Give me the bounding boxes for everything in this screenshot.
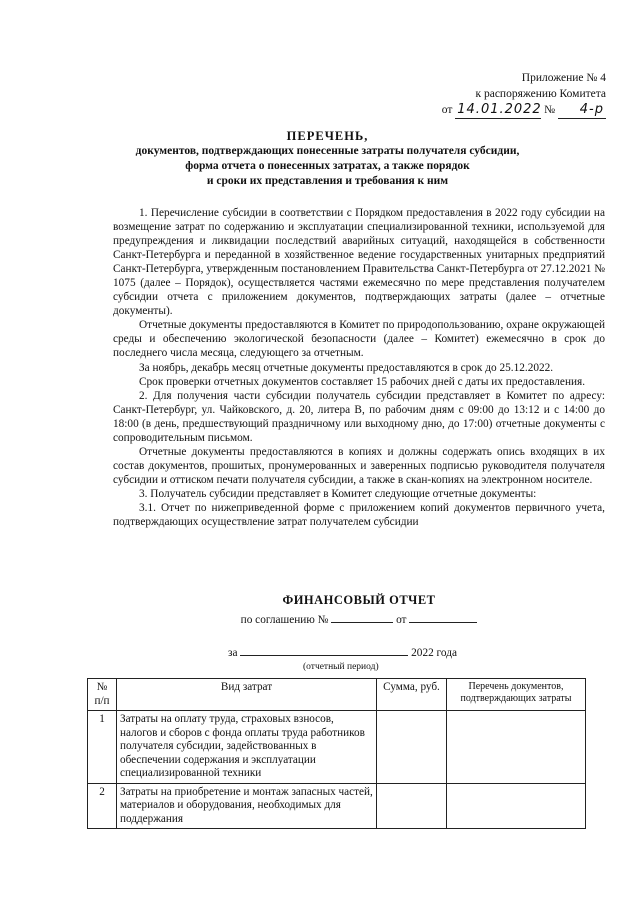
period-note: (отчетный период) [303,662,379,672]
number-label: № [544,104,556,116]
document-title [60,129,595,189]
title-line-1: ПЕРЕЧЕНЬ, [286,129,369,143]
header-docs: Перечень документов, подтверждающих затраты [447,679,586,711]
paragraph-1: 1. Перечисление субсидии в соответствии с Порядком предоставления в 2022 году субсидии на возмещение затрат по содержанию и эксплуатации специализированной техники, используемой для предупреждения и ликвидации последствий аварийных ситуаций, находящейся в собственности Санкт-Петербурга и переданной в хозяйственное ведение государственных унитарных предприятий Санкт-Петербурга, утвержденным постановлением Правительства Санкт-Петербурга от 27.12.2021 № 1075 (далее – Порядок), осуществляется частями ежемесячно по мере представления получателем субсидии отчета с приложением документов, подтверждающих затраты (далее – отчетные документы). [113,207,605,318]
appendix-block [376,70,606,119]
paragraph-8: 3.1. Отчет по нижеприведенной форме с приложением копий документов первичного учета, подтверждающих осуществление затрат получателем субсидии [113,501,605,529]
financial-report-form [113,593,605,675]
period-prefix: за [228,647,238,659]
header-type: Вид затрат [117,679,377,711]
report-table [87,678,586,829]
report-heading: ФИНАНСОВЫЙ ОТЧЕТ [282,593,436,607]
paragraph-7: 3. Получатель субсидии представляет в Комитет следующие отчетные документы: [139,487,537,500]
paragraph-4: Срок проверки отчетных документов составляет 15 рабочих дней с даты их предоставления. [139,375,586,388]
from-label: от [441,104,453,116]
row-num: 2 [88,783,117,829]
row-type: Затраты на приобретение и монтаж запасных частей, материалов и оборудования, необходимых для поддержания [117,783,377,829]
row-type: Затраты на оплату труда, страховых взносов, налогов и сборов с фонда оплаты труда работников получателя субсидии, задействованных в обеспечении содержания и эксплуатации специализированной техники [117,711,377,784]
agreement-date-blank [409,611,477,623]
order-date: 14.01.2022 [457,102,542,117]
period-blank [240,644,408,656]
header-sum: Сумма, руб. [377,679,447,711]
title-line-4: и сроки их представления и требования к ним [206,175,449,187]
row-sum [377,783,447,829]
appendix-number: Приложение № 4 [521,72,606,84]
period-line [113,644,605,661]
agreement-label: по соглашению № [240,614,329,626]
appendix-date-line [376,102,606,119]
agreement-from-label: от [396,614,407,626]
table-row [88,711,586,784]
table-header-row [88,679,586,711]
title-line-3: форма отчета о понесенных затратах, а также порядок [185,160,470,172]
row-num: 1 [88,711,117,784]
paragraph-3: За ноябрь, декабрь месяц отчетные документы предоставляются в срок до 25.12.2022. [139,361,554,374]
table-row [88,783,586,829]
document-body [113,206,605,529]
row-docs [447,711,586,784]
title-line-2: документов, подтверждающих понесенные затраты получателя субсидии, [135,145,520,157]
period-suffix: 2022 года [411,647,457,659]
paragraph-6: Отчетные документы предоставляются в копиях и должны содержать опись входящих в их состав документов, прошитых, пронумерованных и заверенных подписью руководителя получателя субсидии и оттиском печати получателя субсидии, а также в скан-копиях на электронном носителе. [113,445,605,486]
order-number: 4-р [558,102,606,119]
paragraph-2: Отчетные документы предоставляются в Комитет по природопользованию, охране окружающей среды и обеспечению экологической безопасности (далее – Комитет) ежемесячно в срок до последнего числа месяца, следующего за отчетным. [113,319,605,360]
row-docs [447,783,586,829]
header-num: № п/п [88,679,117,711]
agreement-number-blank [331,611,393,623]
paragraph-5: 2. Для получения части субсидии получатель субсидии представляет в Комитет по адресу: Санкт-Петербург, ул. Чайковского, д. 20, литера В, по рабочим дням с 09:00 до 13:12 и с 14:00 до 18:00 (в день, предшествующий праздничному или выходному дню, до 17:00) отчетные документы с сопроводительным письмом. [113,389,605,444]
appendix-order-reference: к распоряжению Комитета [475,88,606,100]
agreement-line [113,611,605,628]
row-sum [377,711,447,784]
